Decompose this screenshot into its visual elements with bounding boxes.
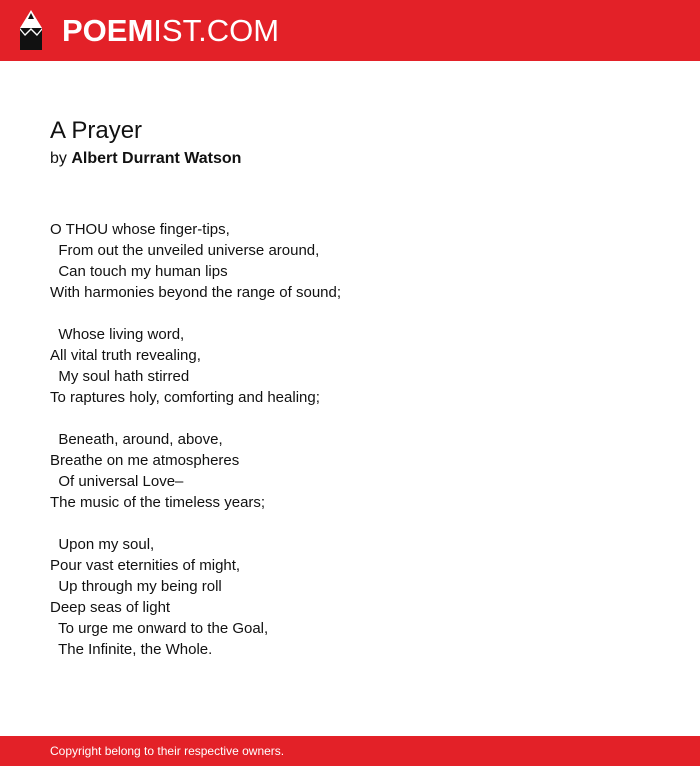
poem-line: O THOU whose finger-tips, <box>50 221 230 238</box>
poem-line: Of universal Love– <box>50 473 184 490</box>
poem-line: To urge me onward to the Goal, <box>50 620 269 637</box>
logo-light-text: IST.COM <box>153 13 280 48</box>
poem-line: With harmonies beyond the range of sound; <box>50 284 342 301</box>
poem-line: All vital truth revealing, <box>50 347 201 364</box>
site-logo[interactable] <box>62 11 279 51</box>
poem-title: A Prayer <box>50 117 143 144</box>
pencil-icon[interactable] <box>18 10 44 52</box>
poem-body <box>50 219 341 660</box>
poem-line: The music of the timeless years; <box>50 494 266 511</box>
poem-line: From out the unveiled universe around, <box>50 242 320 259</box>
poem-line: Deep seas of light <box>50 599 171 616</box>
poem-line: To raptures holy, comforting and healing; <box>50 389 320 406</box>
poem-line: Beneath, around, above, <box>50 431 223 448</box>
poem-line: Pour vast eternities of might, <box>50 557 241 574</box>
stanza-break <box>50 513 341 534</box>
logo-bold-text: POEM <box>62 13 154 48</box>
poem-line: Upon my soul, <box>50 536 155 553</box>
stanza-break <box>50 408 341 429</box>
poem-line: Whose living word, <box>50 326 185 343</box>
poem-line: Breathe on me atmospheres <box>50 452 240 469</box>
poem-author: Albert Durrant Watson <box>71 150 242 167</box>
poem-line: Can touch my human lips <box>50 263 228 280</box>
poem-line: The Infinite, the Whole. <box>50 641 213 658</box>
poem-line: My soul hath stirred <box>50 368 190 385</box>
by-label: by <box>50 150 67 167</box>
site-header <box>0 0 700 61</box>
poem-line: Up through my being roll <box>50 578 222 595</box>
poem-byline <box>50 149 241 169</box>
copyright-text: Copyright belong to their respective owners. <box>50 744 285 758</box>
site-footer <box>0 736 700 766</box>
stanza-break <box>50 303 341 324</box>
